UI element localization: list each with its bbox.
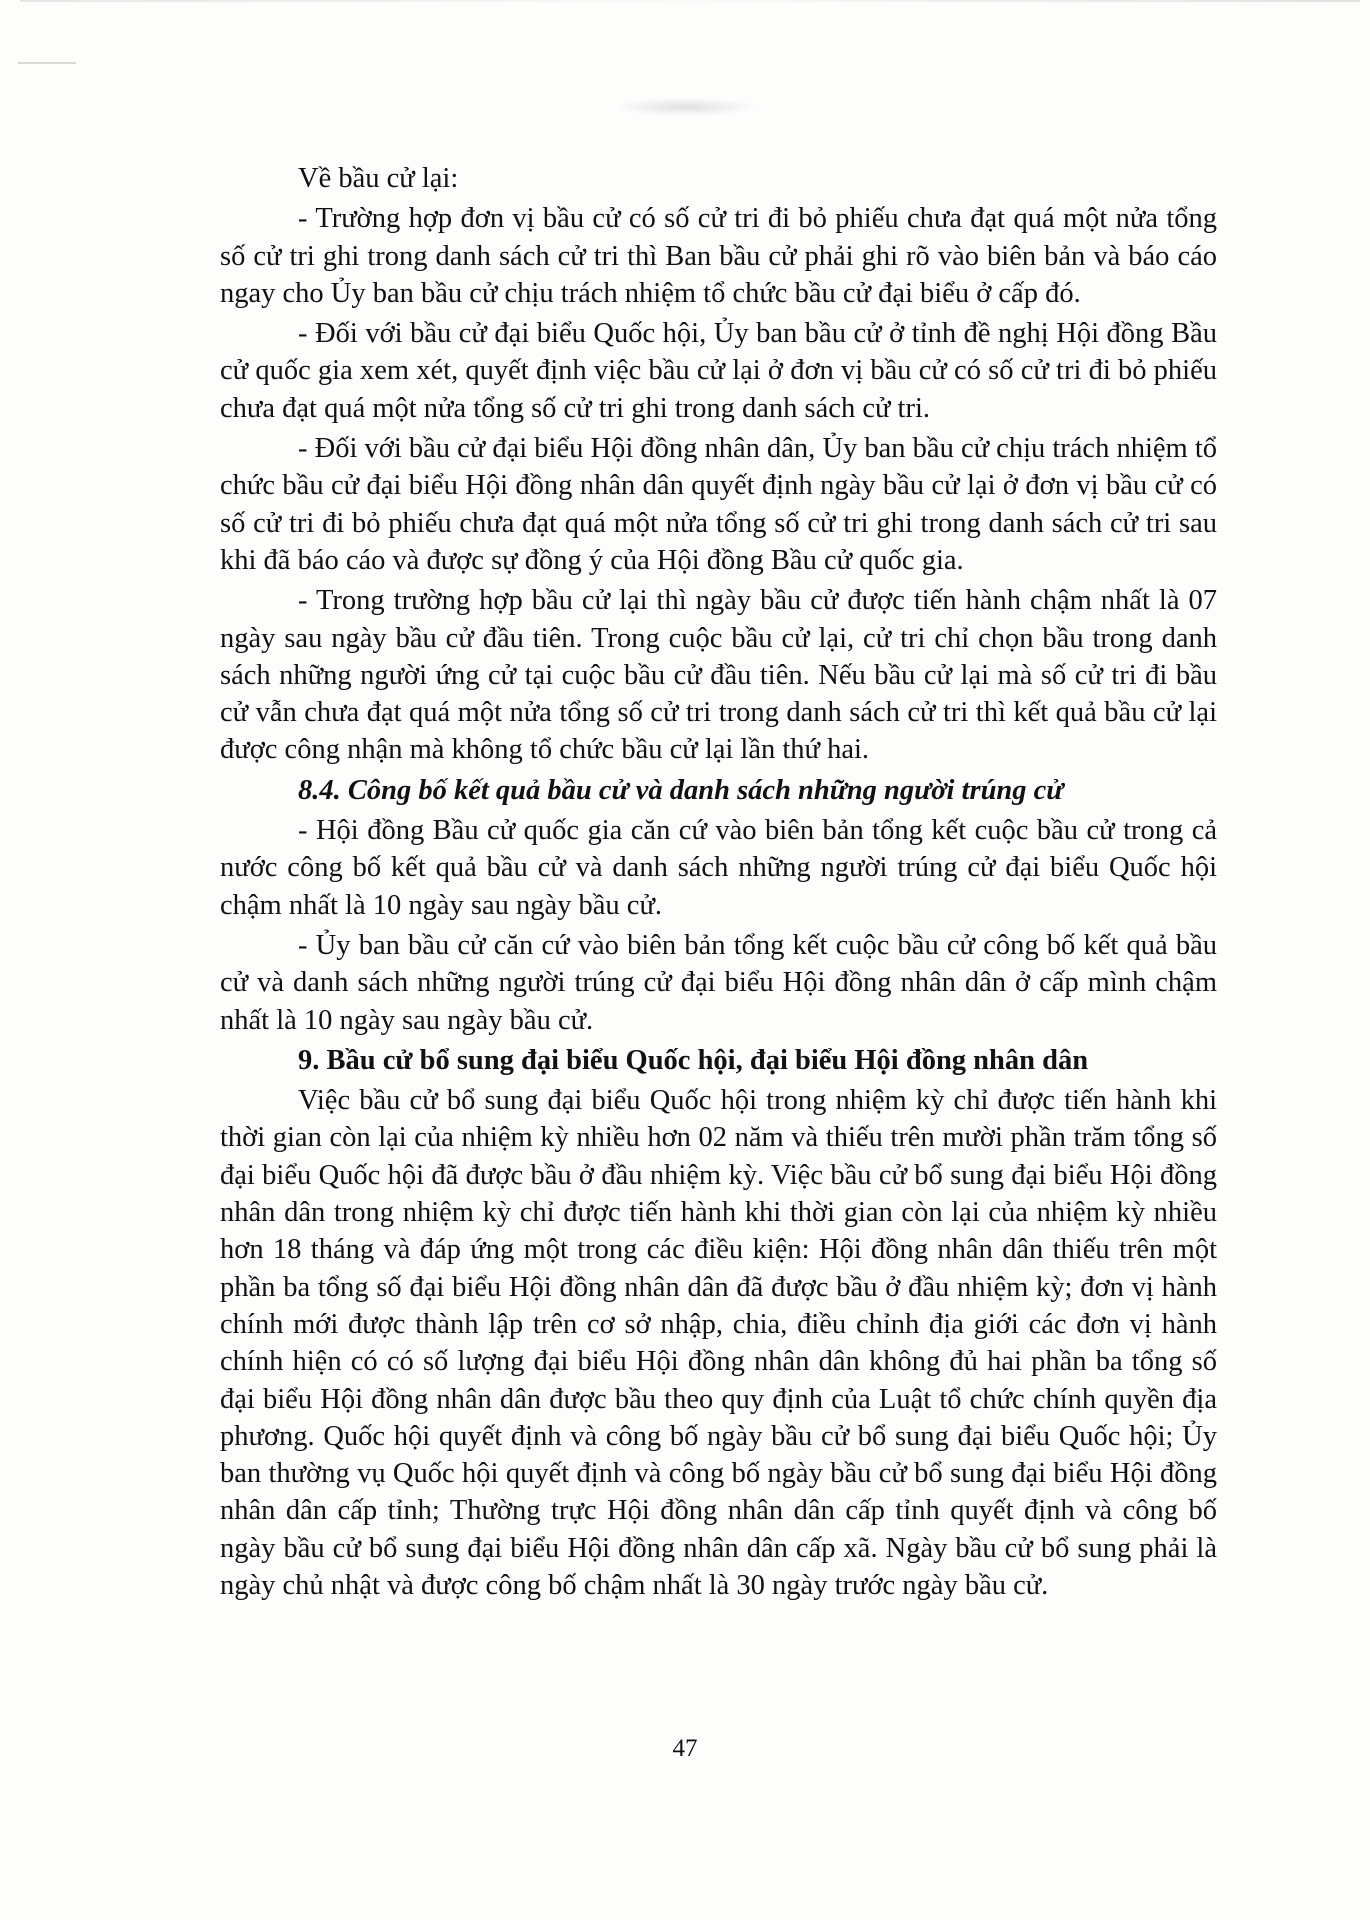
scan-smudge	[615, 98, 755, 116]
page-number: 47	[672, 1735, 698, 1762]
document-body	[220, 160, 1217, 1607]
scan-margin-mark	[18, 62, 76, 64]
paragraph: - Hội đồng Bầu cử quốc gia căn cứ vào biên bản tổng kết cuộc bầu cử trong cả nước công bố kết quả bầu cử và danh sách những người trúng cử đại biểu Quốc hội chậm nhất là 10 ngày sau ngày bầu cử.	[220, 815, 1217, 921]
scan-edge-line	[20, 0, 1360, 2]
paragraph: - Trong trường hợp bầu cử lại thì ngày bầu cử được tiến hành chậm nhất là 07 ngày sau ngày bầu cử đầu tiên. Trong cuộc bầu cử lại, cử tri chỉ chọn bầu trong danh sách những người ứng cử tại cuộc bầu cử đầu tiên. Nếu bầu cử lại mà số cử tri đi bầu cử vẫn chưa đạt quá một nửa tổng số cử tri trong danh sách cử tri thì kết quả bầu cử lại được công nhận mà không tổ chức bầu cử lại lần thứ hai.	[220, 585, 1217, 766]
section-heading-9: 9. Bầu cử bổ sung đại biểu Quốc hội, đại biểu Hội đồng nhân dân	[298, 1044, 1089, 1076]
paragraph: Việc bầu cử bổ sung đại biểu Quốc hội trong nhiệm kỳ chỉ được tiến hành khi thời gian còn lại của nhiệm kỳ nhiều hơn 02 năm và thiếu trên mười phần trăm tổng số đại biểu Quốc hội đã được bầu ở đầu nhiệm kỳ. Việc bầu cử bổ sung đại biểu Hội đồng nhân dân trong nhiệm kỳ chỉ được tiến hành khi thời gian còn lại của nhiệm kỳ nhiều hơn 18 tháng và đáp ứng một trong các điều kiện: Hội đồng nhân dân thiếu trên một phần ba tổng số đại biểu Hội đồng nhân dân đã được bầu ở đầu nhiệm kỳ; đơn vị hành chính mới được thành lập trên cơ sở nhập, chia, điều chỉnh địa giới các đơn vị hành chính hiện có có số lượng đại biểu Hội đồng nhân dân không đủ hai phần ba tổng số đại biểu Hội đồng nhân dân được bầu theo quy định của Luật tổ chức chính quyền địa phương. Quốc hội quyết định và công bố ngày bầu cử bổ sung đại biểu Quốc hội; Ủy ban thường vụ Quốc hội quyết định và công bố ngày bầu cử bổ sung đại biểu Hội đồng nhân dân cấp tỉnh; Thường trực Hội đồng nhân dân cấp tỉnh quyết định và công bố ngày bầu cử bổ sung đại biểu Hội đồng nhân dân cấp xã. Ngày bầu cử bổ sung phải là ngày chủ nhật và được công bố chậm nhất là 30 ngày trước ngày bầu cử.	[220, 1085, 1217, 1601]
paragraph: - Đối với bầu cử đại biểu Hội đồng nhân dân, Ủy ban bầu cử chịu trách nhiệm tổ chức bầu cử đại biểu Hội đồng nhân dân quyết định ngày bầu cử lại ở đơn vị bầu cử có số cử tri đi bỏ phiếu chưa đạt quá một nửa tổng số cử tri ghi trong danh sách cử tri sau khi đã báo cáo và được sự đồng ý của Hội đồng Bầu cử quốc gia.	[220, 433, 1217, 576]
section-heading-8-4: 8.4. Công bố kết quả bầu cử và danh sách những người trúng cử	[298, 774, 1064, 806]
paragraph: - Đối với bầu cử đại biểu Quốc hội, Ủy ban bầu cử ở tỉnh đề nghị Hội đồng Bầu cử quốc gia xem xét, quyết định việc bầu cử lại ở đơn vị bầu cử có số cử tri đi bỏ phiếu chưa đạt quá một nửa tổng số cử tri ghi trong danh sách cử tri.	[220, 318, 1217, 424]
section-title-re-election: Về bầu cử lại:	[298, 163, 459, 194]
paragraph: - Trường hợp đơn vị bầu cử có số cử tri đi bỏ phiếu chưa đạt quá một nửa tổng số cử tri ghi trong danh sách cử tri thì Ban bầu cử phải ghi rõ vào biên bản và báo cáo ngay cho Ủy ban bầu cử chịu trách nhiệm tổ chức bầu cử đại biểu ở cấp đó.	[220, 203, 1217, 309]
paragraph: - Ủy ban bầu cử căn cứ vào biên bản tổng kết cuộc bầu cử công bố kết quả bầu cử và danh sách những người trúng cử đại biểu Hội đồng nhân dân ở cấp mình chậm nhất là 10 ngày sau ngày bầu cử.	[220, 929, 1217, 1036]
